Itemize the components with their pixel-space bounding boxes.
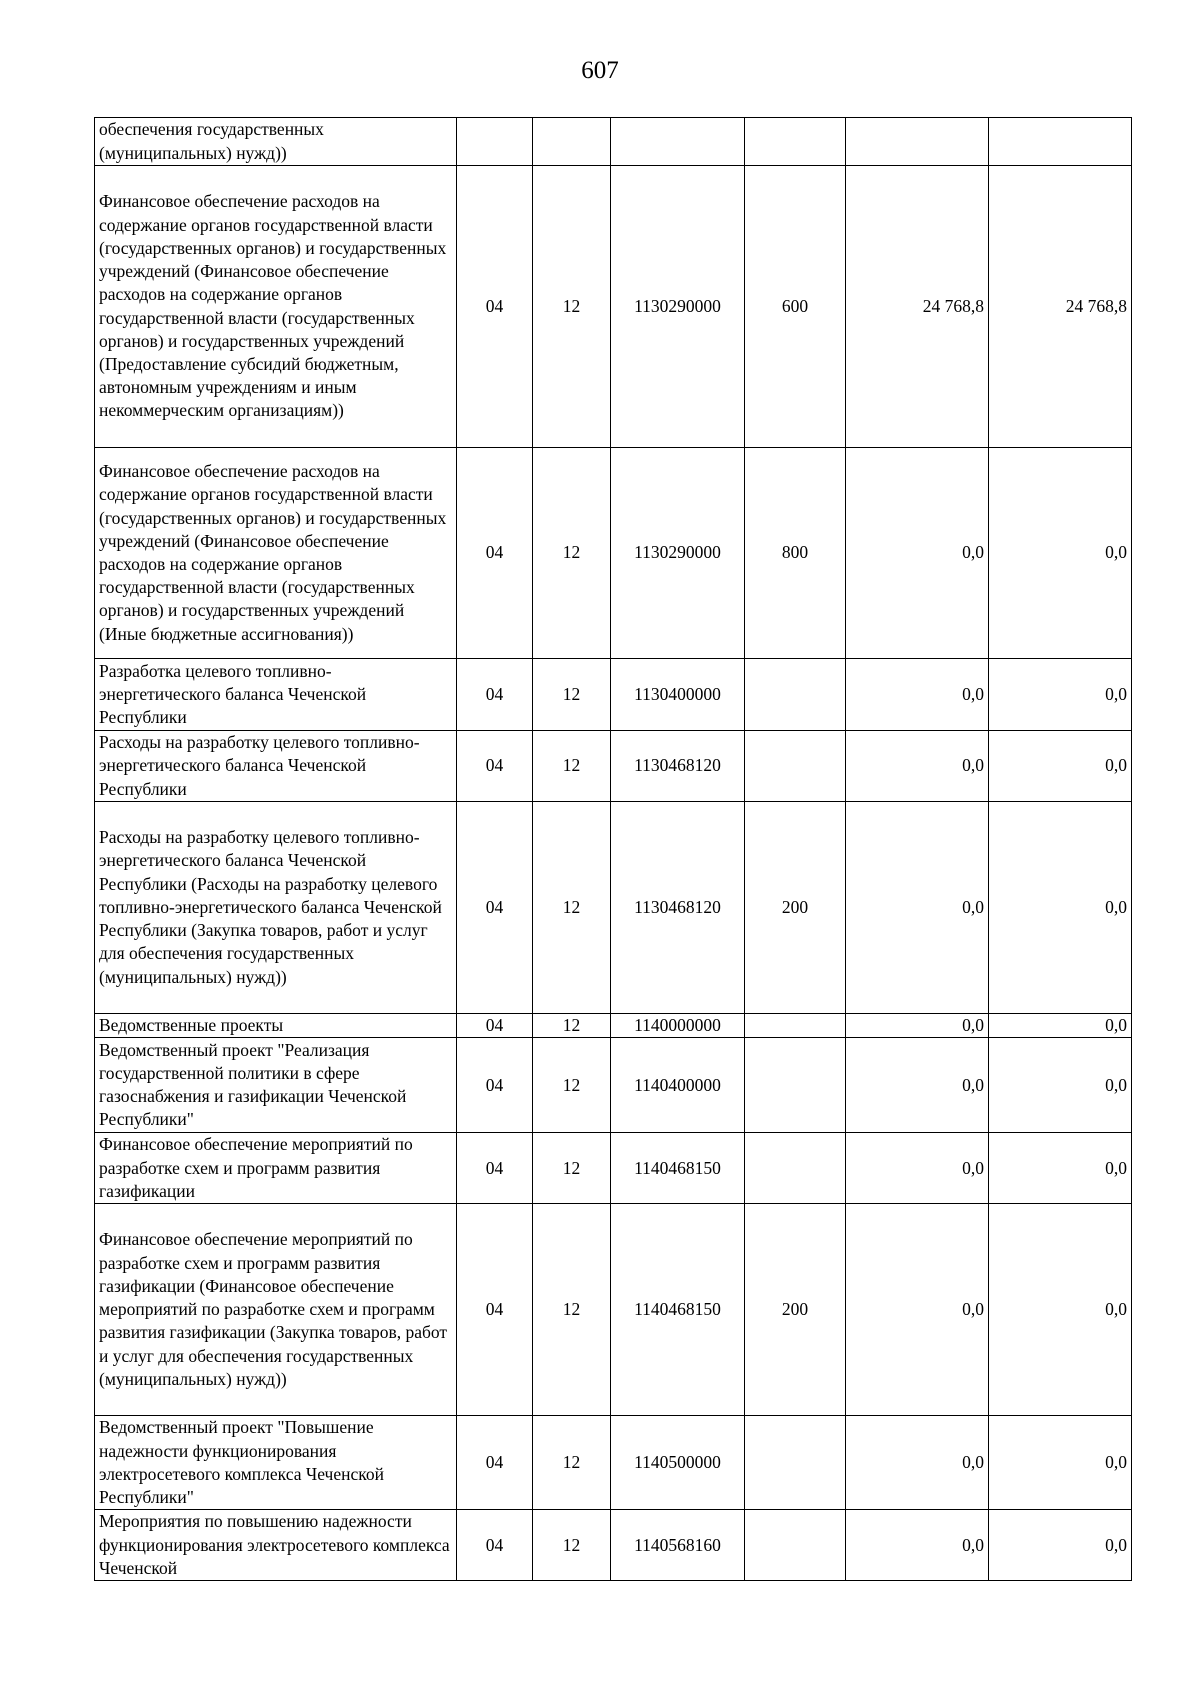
row-sum-1: 0,0 — [846, 659, 989, 731]
row-subsection: 12 — [533, 1416, 611, 1510]
table-row — [95, 1133, 1132, 1204]
row-sum-2 — [989, 118, 1132, 166]
row-target-article: 1140500000 — [611, 1416, 745, 1510]
table-row — [95, 448, 1132, 659]
row-section: 04 — [457, 1416, 533, 1510]
row-name: Ведомственные проекты — [95, 1014, 457, 1038]
row-subsection: 12 — [533, 1133, 611, 1204]
row-target-article: 1140468150 — [611, 1204, 745, 1416]
row-expense-type: 200 — [745, 1204, 846, 1416]
row-subsection — [533, 118, 611, 166]
row-sum-1: 24 768,8 — [846, 166, 989, 448]
row-sum-2: 0,0 — [989, 1014, 1132, 1038]
table-row — [95, 731, 1132, 802]
row-expense-type: 600 — [745, 166, 846, 448]
row-expense-type: 200 — [745, 802, 846, 1014]
row-expense-type — [745, 1038, 846, 1133]
row-sum-1: 0,0 — [846, 1014, 989, 1038]
row-subsection: 12 — [533, 1014, 611, 1038]
row-sum-2: 0,0 — [989, 1038, 1132, 1133]
row-section: 04 — [457, 659, 533, 731]
table-row — [95, 1416, 1132, 1510]
row-name: Финансовое обеспечение расходов на содержание органов государственной власти (государственных органов) и государственных учреждений (Финансовое обеспечение расходов на содержание органов государственной власти (государственных органов) и государственных учреждений (Предоставление субсидий бюджетным, автономным учреждениям и иным некоммерческим организациям)) — [95, 166, 457, 448]
row-section: 04 — [457, 166, 533, 448]
row-sum-2: 0,0 — [989, 1204, 1132, 1416]
row-section: 04 — [457, 1510, 533, 1581]
row-sum-1: 0,0 — [846, 731, 989, 802]
table-row — [95, 1038, 1132, 1133]
row-expense-type — [745, 118, 846, 166]
row-name: Расходы на разработку целевого топливно-энергетического баланса Чеченской Республики (Расходы на разработку целевого топливно-энергетического баланса Чеченской Республики (Закупка товаров, работ и услуг для обеспечения государственных (муниципальных) нужд)) — [95, 802, 457, 1014]
row-target-article: 1130290000 — [611, 166, 745, 448]
row-sum-1 — [846, 118, 989, 166]
row-sum-1: 0,0 — [846, 448, 989, 659]
row-section: 04 — [457, 448, 533, 659]
row-section: 04 — [457, 802, 533, 1014]
row-sum-1: 0,0 — [846, 1416, 989, 1510]
row-name: обеспечения государственных (муниципальных) нужд)) — [95, 118, 457, 166]
table-row — [95, 1014, 1132, 1038]
row-name: Финансовое обеспечение мероприятий по разработке схем и программ развития газификации — [95, 1133, 457, 1204]
row-name: Разработка целевого топливно-энергетического баланса Чеченской Республики — [95, 659, 457, 731]
budget-table — [94, 117, 1132, 1581]
row-name: Ведомственный проект "Реализация государственной политики в сфере газоснабжения и газификации Чеченской Республики" — [95, 1038, 457, 1133]
row-subsection: 12 — [533, 659, 611, 731]
row-sum-1: 0,0 — [846, 1133, 989, 1204]
row-sum-2: 0,0 — [989, 1133, 1132, 1204]
row-expense-type — [745, 1133, 846, 1204]
row-subsection: 12 — [533, 731, 611, 802]
row-section: 04 — [457, 1014, 533, 1038]
row-subsection: 12 — [533, 448, 611, 659]
row-expense-type — [745, 1416, 846, 1510]
row-name: Финансовое обеспечение расходов на содержание органов государственной власти (государственных органов) и государственных учреждений (Финансовое обеспечение расходов на содержание органов государственной власти (государственных органов) и государственных учреждений (Иные бюджетные ассигнования)) — [95, 448, 457, 659]
row-subsection: 12 — [533, 1038, 611, 1133]
row-target-article: 1130468120 — [611, 731, 745, 802]
row-sum-1: 0,0 — [846, 1510, 989, 1581]
row-sum-2: 24 768,8 — [989, 166, 1132, 448]
row-target-article: 1140568160 — [611, 1510, 745, 1581]
row-name: Расходы на разработку целевого топливно-энергетического баланса Чеченской Республики — [95, 731, 457, 802]
row-section: 04 — [457, 1133, 533, 1204]
row-sum-2: 0,0 — [989, 802, 1132, 1014]
page-number: 607 — [581, 57, 619, 84]
row-name: Мероприятия по повышению надежности функционирования электросетевого комплекса Чеченской — [95, 1510, 457, 1581]
row-section — [457, 118, 533, 166]
row-target-article: 1130400000 — [611, 659, 745, 731]
row-sum-2: 0,0 — [989, 731, 1132, 802]
row-subsection: 12 — [533, 1510, 611, 1581]
table-row — [95, 166, 1132, 448]
row-sum-2: 0,0 — [989, 1510, 1132, 1581]
row-subsection: 12 — [533, 166, 611, 448]
row-subsection: 12 — [533, 802, 611, 1014]
row-target-article: 1140400000 — [611, 1038, 745, 1133]
row-expense-type — [745, 1510, 846, 1581]
row-expense-type — [745, 731, 846, 802]
row-section: 04 — [457, 1038, 533, 1133]
row-sum-1: 0,0 — [846, 802, 989, 1014]
table-row — [95, 802, 1132, 1014]
table-row — [95, 1204, 1132, 1416]
row-name: Ведомственный проект "Повышение надежности функционирования электросетевого комплекса Чеченской Республики" — [95, 1416, 457, 1510]
table-row — [95, 1510, 1132, 1581]
row-sum-1: 0,0 — [846, 1204, 989, 1416]
row-target-article: 1140468150 — [611, 1133, 745, 1204]
row-sum-2: 0,0 — [989, 448, 1132, 659]
table-row — [95, 659, 1132, 731]
row-expense-type: 800 — [745, 448, 846, 659]
row-subsection: 12 — [533, 1204, 611, 1416]
row-sum-2: 0,0 — [989, 1416, 1132, 1510]
row-expense-type — [745, 659, 846, 731]
row-sum-2: 0,0 — [989, 659, 1132, 731]
row-section: 04 — [457, 731, 533, 802]
row-name: Финансовое обеспечение мероприятий по разработке схем и программ развития газификации (Финансовое обеспечение мероприятий по разработке схем и программ развития газификации (Закупка товаров, работ и услуг для обеспечения государственных (муниципальных) нужд)) — [95, 1204, 457, 1416]
row-target-article — [611, 118, 745, 166]
row-target-article: 1130468120 — [611, 802, 745, 1014]
row-target-article: 1140000000 — [611, 1014, 745, 1038]
table-row — [95, 118, 1132, 166]
row-sum-1: 0,0 — [846, 1038, 989, 1133]
row-target-article: 1130290000 — [611, 448, 745, 659]
row-expense-type — [745, 1014, 846, 1038]
row-section: 04 — [457, 1204, 533, 1416]
